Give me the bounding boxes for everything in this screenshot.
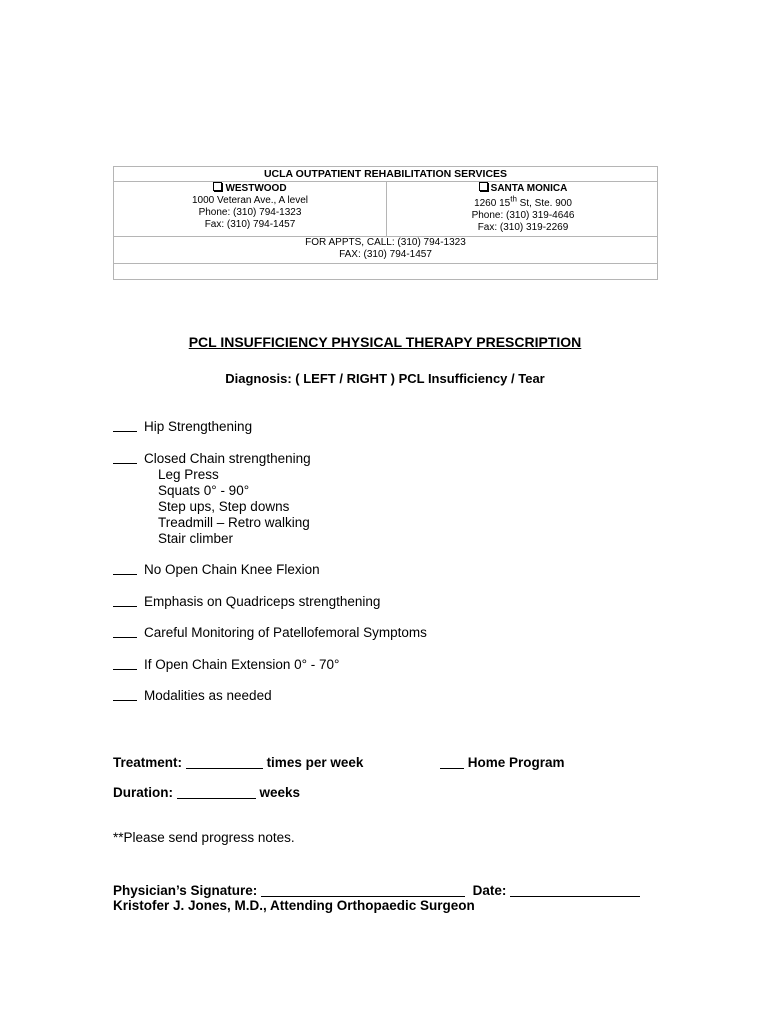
date-field[interactable] [510,883,640,897]
empty-row [114,263,657,280]
header-title-row [114,167,657,182]
diagnosis-line: Diagnosis: ( LEFT / RIGHT ) PCL Insufficiency / Tear [225,371,545,386]
item-hip: Hip Strengthening [113,419,252,435]
santa-monica-name: SANTA MONICA [490,183,568,194]
appointments-row [114,236,657,264]
item-no-open-chain: No Open Chain Knee Flexion [113,562,320,578]
appointments-phone: FOR APPTS, CALL: (310) 794-1323 [305,237,466,248]
sub-item: Treadmill – Retro walking [158,515,310,530]
checkbox-icon[interactable] [213,182,222,191]
column-divider [386,181,387,236]
sub-item: Step ups, Step downs [158,499,290,514]
treatment-frequency-field[interactable] [186,755,263,769]
check-blank[interactable] [113,451,137,464]
santa-monica-phone: Phone: (310) 319-4646 [471,210,575,221]
check-blank[interactable] [113,688,137,701]
sub-item: Stair climber [158,531,234,546]
item-modalities: Modalities as needed [113,688,272,704]
home-program-line: Home Program [440,755,565,771]
sub-item: Squats 0° - 90° [158,483,250,498]
physician-name: Kristofer J. Jones, M.D., Attending Orthopaedic Surgeon [113,898,475,913]
header-title: UCLA OUTPATIENT REHABILITATION SERVICES [263,168,508,180]
progress-notes: **Please send progress notes. [113,830,295,845]
check-blank[interactable] [113,657,137,670]
westwood-name: WESTWOOD [225,183,287,194]
duration-field[interactable] [177,785,256,799]
home-program-check[interactable] [440,755,464,769]
santa-monica-address: 1260 15th St, Ste. 900 [474,194,572,209]
item-open-chain-extension: If Open Chain Extension 0° - 70° [113,657,339,673]
clinic-header-table [113,166,658,280]
check-blank[interactable] [113,562,137,575]
duration-line: Duration: weeks [113,785,301,800]
check-blank[interactable] [113,594,137,607]
item-quadriceps: Emphasis on Quadriceps strengthening [113,594,380,610]
westwood-fax: Fax: (310) 794-1457 [204,219,296,230]
check-blank[interactable] [113,419,137,432]
signature-field[interactable] [261,883,465,897]
signature-line: Physician’s Signature: Date: [113,883,640,899]
westwood-address: 1000 Veteran Ave., A level [191,195,309,206]
document-title: PCL INSUFFICIENCY PHYSICAL THERAPY PRESCRIPTION [188,334,582,350]
item-patellofemoral: Careful Monitoring of Patellofemoral Symptoms [113,625,427,641]
sub-item: Leg Press [158,467,219,482]
check-blank[interactable] [113,625,137,638]
santa-monica-location [387,181,659,234]
santa-monica-fax: Fax: (310) 319-2269 [477,222,569,233]
checkbox-icon[interactable] [479,182,488,191]
westwood-phone: Phone: (310) 794-1323 [198,207,302,218]
item-closed-chain: Closed Chain strengthening [113,451,311,467]
treatment-line: Treatment: times per week [113,755,364,770]
appointments-fax: FAX: (310) 794-1457 [339,249,432,260]
westwood-location [114,181,386,231]
